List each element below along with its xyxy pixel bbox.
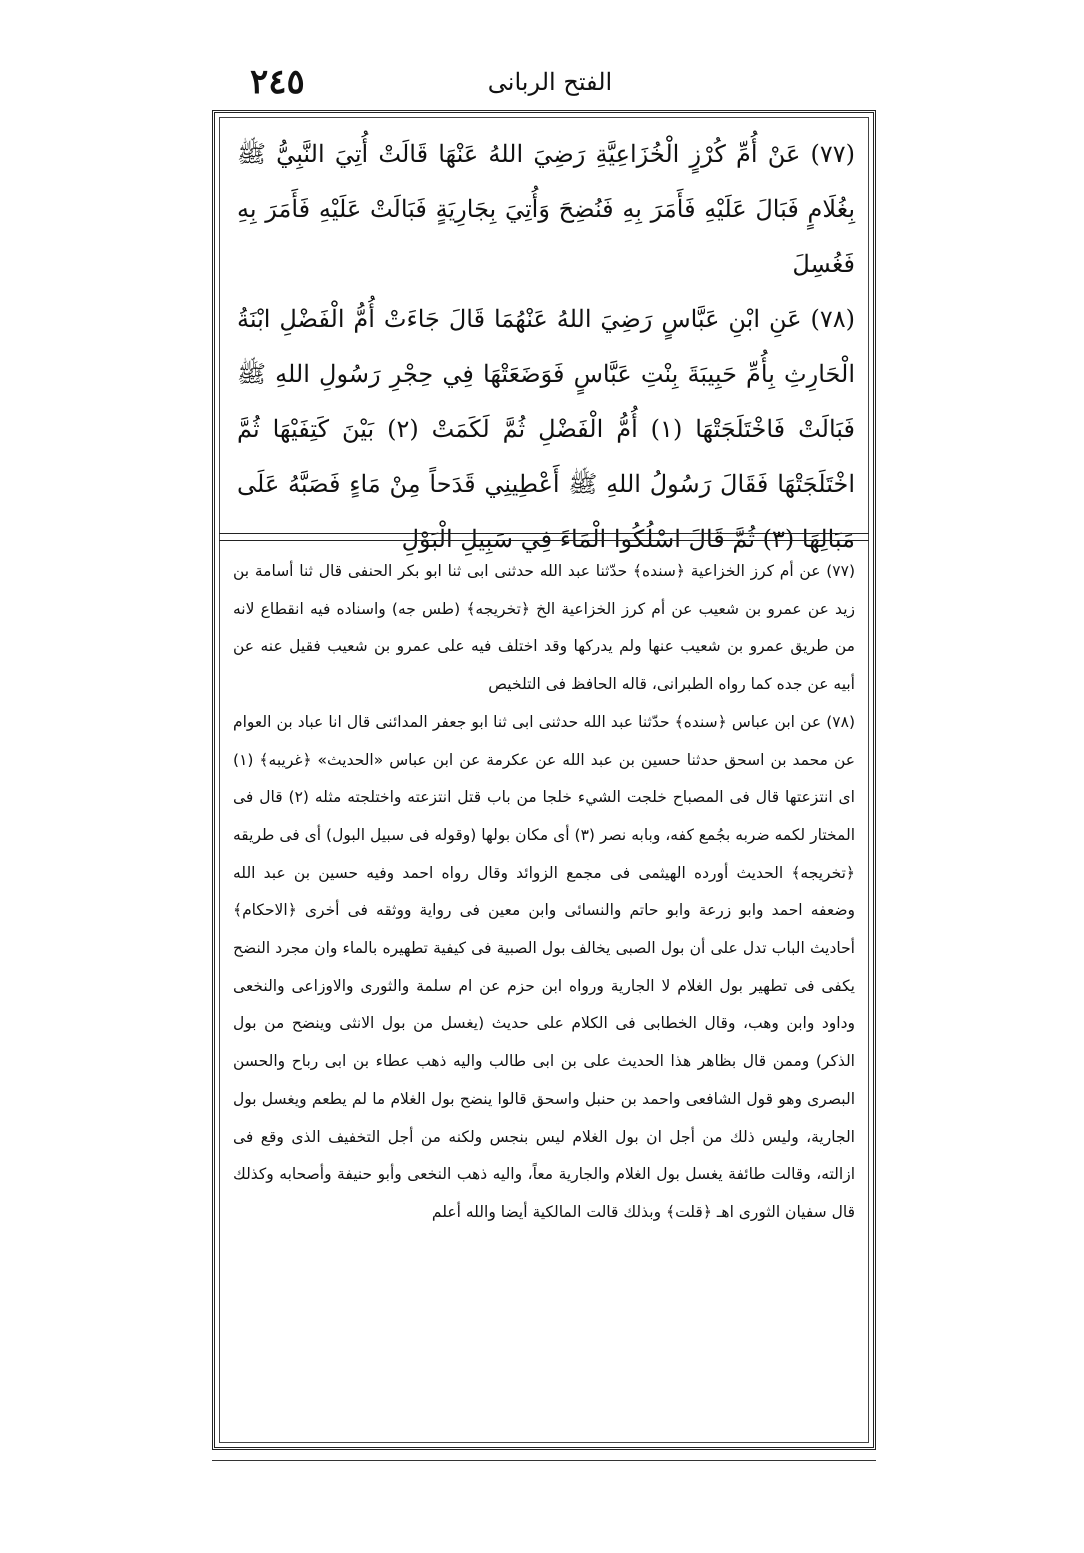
commentary-section	[233, 553, 855, 1232]
bottom-rule	[212, 1460, 876, 1463]
commentary-78: (٧٨) عن ابن عباس ﴿سنده﴾ حدّثنا عبد الله حدثنى ابى ثنا ابو جعفر المدائنى قال انا عباد بن العوام عن محمد بن اسحق حدثنا حسين بن عبد الله عن عكرمة عن ابن عباس «الحديث» ﴿غريبه﴾ (١) اى انتزعتها قال فى المصباح خلجت الشيء خلجا من باب قتل انتزعته واختلجته مثله (٢) قال فى المختار لكمه ضربه بجُمع كفه، وبابه نصر (٣) أى مكان بولها (وقوله فى سبيل البول) أى فى طريقه ﴿تخريجه﴾ الحديث أورده الهيثمى فى مجمع الزوائد وقال رواه احمد وفيه حسين بن عبد الله وضعفه احمد وابو زرعة وابو حاتم والنسائى وابن معين فى رواية ووثقه فى أخرى ﴿الاحكام﴾ أحاديث الباب تدل على أن بول الصبى يخالف بول الصبية فى كيفية تطهيره بالماء وان مجرد النضح يكفى فى تطهير بول الغلام لا الجارية ورواه ابن حزم عن ام سلمة والثورى والاوزاعى والنخعى وداود وابن وهب، وقال الخطابى فى الكلام على حديث (يغسل من بول الانثى وينضح من بول الذكر) وممن قال بظاهر هذا الحديث على بن ابى طالب واليه ذهب عطاء بن ابى رباح والحسن البصرى وهو قول الشافعى واحمد بن حنبل واسحق قالوا ينضح بول الغلام ما لم يطعم ويغسل بول الجارية، وليس ذلك من أجل ان بول الغلام ليس بنجس ولكنه من أجل التخفيف الذى وقع فى ازالته، وقالت طائفة يغسل بول الغلام والجارية معاً، واليه ذهب النخعى وأبو حنيفة وأصحابه وكذلك قال سفيان الثورى اهـ ﴿قلت﴾ وبذلك قالت المالكية أيضا والله أعلم	[233, 712, 856, 1221]
page-number: ٢٤٥	[250, 62, 305, 102]
text-frame	[212, 110, 876, 1450]
page-header	[220, 58, 880, 114]
hadith-78: (٧٨) عَنِ ابْنِ عَبَّاسٍ رَضِيَ اللهُ عَنْهُمَا قَالَ جَاءَتْ أُمُّ الْفَضْلِ ابْنَةُ الْحَارِثِ بِأُمِّ حَبِيبَةَ بِنْتِ عَبَّاسٍ فَوَضَعَتْهَا فِي حِجْرِ رَسُولِ اللهِ ﷺ فَبَالَتْ فَاخْتَلَجَتْهَا (١) أُمُّ الْفَضْلِ ثُمَّ لَكَمَتْ (٢) بَيْنَ كَتِفَيْهَا ثُمَّ اخْتَلَجَتْهَا فَقَالَ رَسُولُ اللهِ ﷺ أَعْطِينِي قَدَحاً مِنْ مَاءٍ فَصَبَّهُ عَلَى مَبَالِهَا (٣) ثُمَّ قَالَ اسْلُكُوا الْمَاءَ فِي سَبِيلِ الْبَوْلِ	[237, 305, 855, 553]
hadith-text-section	[237, 127, 855, 567]
hadith-77: (٧٧) عَنْ أُمِّ كُرْزٍ الْخُزَاعِيَّةِ رَضِيَ اللهُ عَنْهَا قَالَتْ أُتِيَ النَّبِيُّ ﷺ بِغُلَامٍ فَبَالَ عَلَيْهِ فَأَمَرَ بِهِ فَنُضِحَ وَأُتِيَ بِجَارِيَةٍ فَبَالَتْ عَلَيْهِ فَأَمَرَ بِهِ فَغُسِلَ	[237, 140, 855, 278]
section-divider	[219, 533, 869, 541]
commentary-77: (٧٧) عن أم كرز الخزاعية ﴿سنده﴾ حدّثنا عبد الله حدثنى ابى ثنا ابو بكر الحنفى قال ثنا أسامة بن زيد عن عمرو بن شعيب عن أم كرز الخزاعية الخ ﴿تخريجه﴾ (طس جه) واسناده فيه انقطاع لانه من طريق عمرو بن شعيب عنها ولم يدركها وقد اختلف فيه على عمرو بن شعيب فقيل عنه عن أبيه عن جده كما رواه الطبرانى، قاله الحافظ فى التلخيص	[233, 562, 855, 694]
running-title: الفتح الربانى	[487, 68, 613, 96]
